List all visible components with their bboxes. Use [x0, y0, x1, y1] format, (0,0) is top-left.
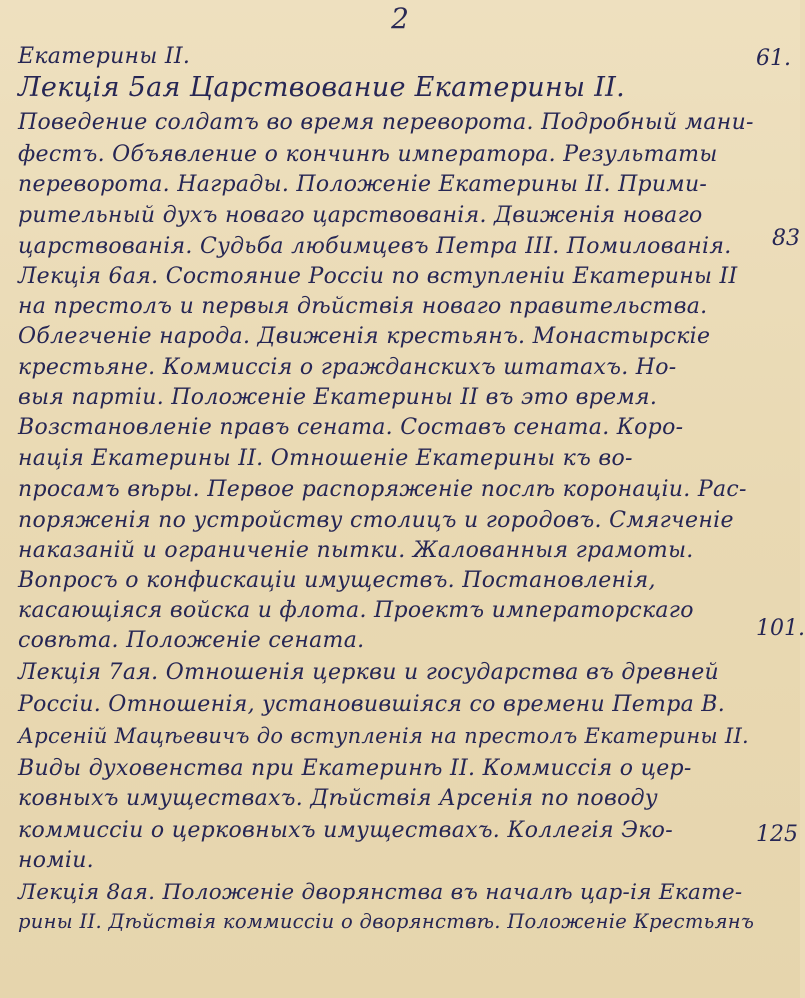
text-line: касающіяся войска и флота. Проектъ императорскаго	[18, 598, 694, 623]
text-line: Арсеній Мацѣевичъ до вступленія на престолъ Екатерины II.	[18, 724, 750, 748]
margin-page-ref: 83	[772, 226, 800, 251]
margin-page-ref: 61.	[756, 46, 791, 71]
text-line: Облегченіе народа. Движенія крестьянъ. Монастырскіе	[18, 324, 711, 349]
text-line: переворота. Награды. Положеніе Екатерины II. Прими-	[18, 172, 708, 197]
margin-page-ref: 101.	[756, 616, 805, 641]
lecture-heading: Лекція 6ая. Состояние Россіи по вступленіи Екатерины II	[18, 264, 738, 289]
text-line: рины II. Дѣйствія коммиссіи о дворянствѣ. Положеніе Крестьянъ	[18, 910, 755, 933]
lecture-heading: Лекція 7ая. Отношенія церкви и государства въ древней	[18, 660, 720, 685]
text-line: Поведение солдатъ во время переворота. Подробный мани-	[18, 110, 754, 135]
text-line: совѣта. Положеніе сената.	[18, 628, 365, 653]
text-line: номіи.	[18, 848, 94, 873]
text-line: ковныхъ имуществахъ. Дѣйствія Арсенія по поводу	[18, 786, 658, 811]
margin-page-ref: 125	[756, 822, 798, 847]
page-number: 2	[391, 2, 409, 35]
lecture-heading: Лекція 5ая Царствование Екатерины II.	[18, 72, 626, 103]
text-line: поряженія по устройству столицъ и городовъ. Смягченіе	[18, 508, 734, 533]
text-line: выя партіи. Положеніе Екатерины II въ это время.	[18, 385, 658, 410]
text-line: нація Екатерины II. Отношеніе Екатерины къ во-	[18, 446, 633, 471]
text-line: Россіи. Отношенія, установившіяся со времени Петра В.	[18, 692, 726, 717]
text-line: коммиссіи о церковныхъ имуществахъ. Коллегія Эко-	[18, 818, 673, 843]
text-line: Виды духовенства при Екатеринѣ II. Коммиссія о цер-	[18, 756, 692, 781]
text-line: фестъ. Объявление о кончинѣ императора. Результаты	[18, 142, 718, 167]
text-line: наказаній и ограниченіе пытки. Жалованныя грамоты.	[18, 538, 694, 563]
lecture-heading: Лекція 8ая. Положеніе дворянства въ началѣ цар-ія Екате-	[18, 880, 743, 905]
text-line: Екатерины II.	[18, 44, 191, 69]
text-line: Возстановленіе правъ сената. Составъ сената. Коро-	[18, 415, 684, 440]
text-line: Вопросъ о конфискаціи имуществъ. Постановленія,	[18, 568, 656, 593]
text-line: рительный духъ новаго царствованія. Движенія новаго	[18, 203, 703, 228]
text-line: царствованія. Судьба любимцевъ Петра III. Помилованія.	[18, 234, 732, 259]
text-line: просамъ вѣры. Первое распоряженіе послѣ коронаціи. Рас-	[18, 477, 747, 502]
text-line: крестьяне. Коммиссія о гражданскихъ штатахъ. Но-	[18, 355, 677, 380]
text-line: на престолъ и первыя дѣйствія новаго правительства.	[18, 294, 708, 319]
